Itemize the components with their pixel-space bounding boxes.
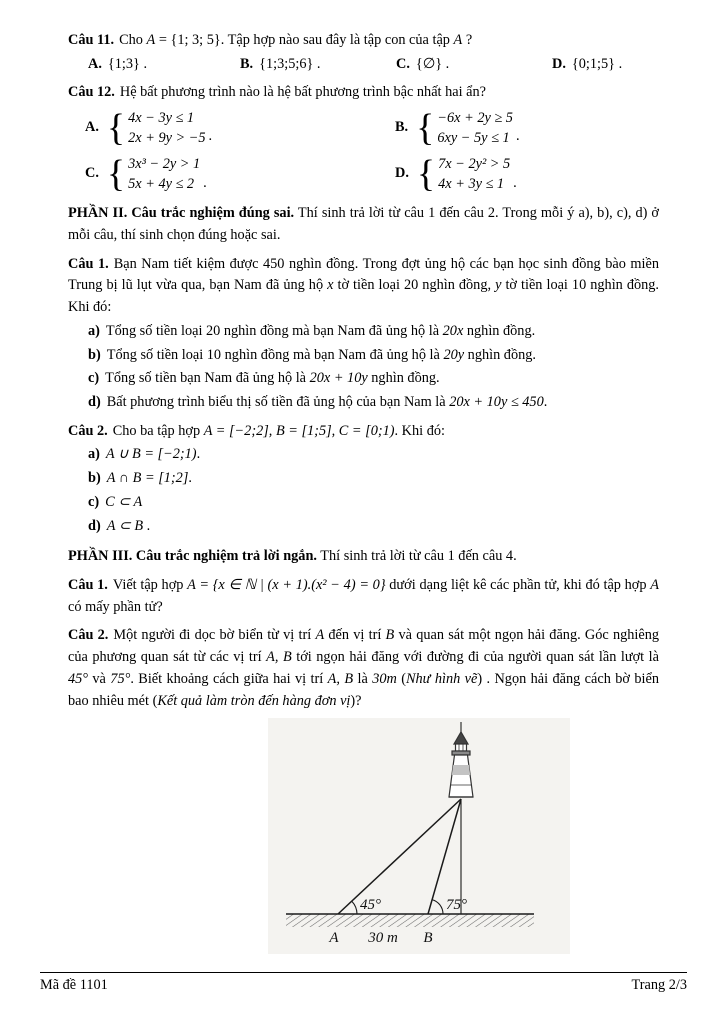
text-segment: 75° bbox=[110, 670, 131, 687]
figure-container bbox=[268, 718, 570, 954]
text-segment: 45° bbox=[68, 670, 89, 687]
text-segment: )? bbox=[350, 692, 362, 709]
part3-question-1-label: Câu 1. bbox=[68, 577, 108, 593]
q12-option-b bbox=[395, 108, 659, 148]
triangle-lines bbox=[338, 799, 461, 914]
q12-option-d-period: . bbox=[513, 174, 517, 191]
statement-d-text bbox=[107, 518, 151, 534]
q11-option-d-text: {0;1;5} . bbox=[571, 55, 623, 72]
q12-option-a-period: . bbox=[208, 128, 213, 145]
text-segment: Tổng số tiền loại 10 nghìn đồng mà bạn Nam đã ủng hộ là bbox=[106, 346, 444, 363]
q12-option-c bbox=[85, 154, 395, 194]
q11-option-a bbox=[88, 54, 240, 76]
question-11-label: Câu 11. bbox=[68, 32, 115, 48]
part3-question-1-text bbox=[68, 577, 659, 615]
angle-arc-a bbox=[352, 902, 357, 915]
question-11-text bbox=[119, 32, 472, 48]
text-segment: A bbox=[146, 32, 156, 48]
distance-label: 30 m bbox=[368, 930, 398, 947]
text-segment: Cho ba tập hợp bbox=[112, 422, 204, 439]
text-segment: 20x + 10y ≤ 450 bbox=[449, 393, 544, 410]
inequality-line: 5x + 4y ≤ 2 bbox=[128, 176, 195, 193]
inequality-line: 6xy − 5y ≤ 1 bbox=[437, 130, 510, 147]
text-segment: Như hình vẽ bbox=[405, 670, 478, 687]
text-segment: C ⊂ A bbox=[105, 493, 143, 510]
question-12 bbox=[68, 82, 659, 104]
text-segment: Bất phương trình biểu thị số tiền đã ủng hộ của bạn Nam là bbox=[106, 393, 450, 410]
sight-line-from-a bbox=[338, 799, 461, 914]
q12-option-c-period: . bbox=[203, 174, 207, 191]
q11-option-c-label: C. bbox=[396, 55, 410, 72]
statement-c-text bbox=[105, 370, 439, 386]
statement-a-text bbox=[106, 446, 200, 462]
q12-option-a bbox=[85, 108, 395, 148]
q12-option-c-system bbox=[128, 154, 200, 194]
text-segment: Viết tập hợp bbox=[112, 577, 188, 593]
exam-code: Mã đề 1101 bbox=[40, 977, 108, 993]
part3-header-instructions: Thí sinh trả lời từ câu 1 đến câu 4. bbox=[316, 548, 517, 565]
part2-question-1 bbox=[68, 254, 659, 319]
text-segment: . bbox=[543, 393, 548, 410]
brace-glyph: { bbox=[106, 107, 126, 150]
q11-option-a-label: A. bbox=[88, 55, 102, 72]
part2-question-1-label: Câu 1. bbox=[68, 255, 109, 272]
text-segment: nghìn đồng. bbox=[463, 322, 536, 339]
part3-question-1 bbox=[68, 575, 659, 618]
statement-c-text bbox=[105, 494, 142, 510]
statement-a bbox=[68, 321, 659, 343]
text-segment: Tổng số tiền loại 20 nghìn đồng mà bạn Nam đã ủng hộ là bbox=[105, 322, 443, 339]
statement-c bbox=[68, 492, 659, 514]
statement-a-label: a) bbox=[88, 446, 100, 463]
text-segment: A = {x ∈ ℕ | (x + 1).(x² − 4) = 0} bbox=[187, 577, 386, 593]
statement-b-label: b) bbox=[88, 346, 101, 363]
inequality-line: 4x − 3y ≤ 1 bbox=[128, 110, 195, 127]
question-12-options bbox=[68, 108, 659, 194]
statement-c-label: c) bbox=[88, 493, 100, 510]
part3-question-2-label: Câu 2. bbox=[68, 627, 109, 644]
q11-option-c-text: {∅} . bbox=[415, 55, 450, 72]
question-11 bbox=[68, 30, 659, 52]
part2-header-title: PHẦN II. Câu trắc nghiệm đúng sai. bbox=[68, 205, 295, 222]
part3-header-title: PHẦN III. Câu trắc nghiệm trả lời ngắn. bbox=[68, 548, 317, 565]
point-b-label: B bbox=[423, 930, 433, 947]
text-segment: tờ tiền loại 20 nghìn đồng, bbox=[333, 277, 496, 294]
q12-option-c-label: C. bbox=[85, 165, 99, 182]
statement-c-label: c) bbox=[88, 370, 100, 387]
text-segment: A ⊂ B bbox=[106, 517, 144, 534]
statement-d-label: d) bbox=[88, 393, 101, 410]
inequality-line: 3x³ − 2y > 1 bbox=[128, 156, 201, 173]
q12-option-b-period: . bbox=[515, 128, 520, 145]
point-a-label: A bbox=[329, 930, 339, 947]
text-segment: nghìn đồng. bbox=[464, 346, 536, 363]
q12-option-a-system bbox=[128, 108, 205, 148]
lighthouse-icon bbox=[449, 722, 473, 797]
inequality-line: −6x + 2y ≥ 5 bbox=[437, 110, 513, 127]
statement-d-text bbox=[107, 394, 548, 410]
statement-b-text bbox=[107, 347, 536, 363]
text-segment: Tổng số tiền bạn Nam đã ủng hộ là bbox=[105, 370, 310, 387]
angle-b-value: 75° bbox=[446, 897, 467, 914]
text-segment: và quan sát một ngọn hải đăng. Góc nghiêng của phương quan sát từ các vị trí bbox=[68, 627, 659, 666]
statement-d bbox=[68, 516, 659, 538]
part2-question-1-text bbox=[68, 256, 659, 315]
text-segment: đến vị trí bbox=[324, 627, 386, 644]
text-segment: và bbox=[88, 670, 111, 687]
statement-d-label: d) bbox=[88, 517, 101, 534]
page-number: Trang 2/3 bbox=[631, 977, 687, 993]
angle-arc-b bbox=[432, 900, 443, 914]
q11-option-c bbox=[396, 54, 552, 76]
question-12-text bbox=[120, 84, 486, 100]
q12-option-b-label: B. bbox=[395, 119, 409, 136]
statement-b-text bbox=[107, 470, 192, 486]
statement-b bbox=[68, 345, 659, 367]
part2-question-1-items bbox=[68, 321, 659, 414]
text-segment: 20x bbox=[442, 322, 464, 339]
part2-question-2-label: Câu 2. bbox=[68, 422, 108, 439]
text-segment: A, B bbox=[266, 649, 292, 666]
text-segment: nghìn đồng. bbox=[367, 370, 440, 387]
text-segment: tới ngọn hải đăng với đường đi của người quan sát lần lượt là bbox=[291, 649, 659, 666]
text-segment: tờ tiền loại 10 nghìn đồng. Khi đó: bbox=[68, 277, 659, 316]
text-segment: 20y bbox=[443, 346, 465, 363]
inequality-line: 4x + 3y ≤ 1 bbox=[438, 176, 505, 193]
text-segment: ? bbox=[462, 32, 473, 48]
text-segment: A = [−2;2], B = [1;5], C = [0;1) bbox=[203, 422, 395, 439]
brace-glyph: { bbox=[416, 153, 436, 196]
text-segment: . bbox=[188, 470, 192, 487]
text-segment: A, B bbox=[327, 670, 354, 687]
q11-option-d bbox=[552, 54, 659, 76]
text-segment: . bbox=[196, 446, 201, 463]
text-segment: . bbox=[143, 517, 151, 534]
statement-d bbox=[68, 392, 659, 414]
q11-option-d-label: D. bbox=[552, 55, 566, 72]
text-segment: . Biết khoảng cách giữa hai vị trí bbox=[130, 670, 328, 687]
text-segment: A bbox=[650, 577, 659, 593]
text-segment: y bbox=[495, 277, 502, 294]
q12-option-d-system bbox=[438, 154, 510, 194]
question-11-options bbox=[68, 54, 659, 76]
statement-b-label: b) bbox=[88, 470, 101, 487]
lighthouse-figure bbox=[268, 718, 570, 946]
text-segment: 30m bbox=[372, 670, 397, 687]
text-segment: x bbox=[327, 277, 334, 294]
q11-option-b bbox=[240, 54, 396, 76]
part2-question-2 bbox=[68, 421, 659, 443]
statement-a-label: a) bbox=[88, 322, 100, 339]
statement-a bbox=[68, 444, 659, 466]
q11-option-b-text: {1;3;5;6} . bbox=[259, 55, 321, 72]
text-segment: A ∪ B = [−2;1) bbox=[105, 446, 197, 463]
inequality-line: 7x − 2y² > 5 bbox=[438, 156, 511, 173]
statement-b bbox=[68, 468, 659, 490]
q11-option-a-text: {1;3} . bbox=[107, 55, 148, 72]
text-segment: Cho bbox=[119, 32, 147, 48]
part2-header-instructions: Thí sinh trả lời từ câu 1 đến câu 2. Trong mỗi ý a), b), c), d) ở mỗi câu, thí sinh chọn đúng hoặc sai. bbox=[68, 205, 659, 243]
part3-question-2-text bbox=[68, 627, 659, 708]
q11-option-b-label: B. bbox=[240, 55, 254, 72]
ground-hatching bbox=[286, 914, 534, 927]
q12-option-d-label: D. bbox=[395, 165, 409, 182]
text-segment: 20x + 10y bbox=[309, 370, 368, 387]
text-segment: Bạn Nam tiết kiệm được 450 nghìn đồng. Trong đợt ủng hộ các bạn học sinh đồng bào miền Trung bị lũ lụt vừa qua, bạn Nam đã ủng hộ bbox=[68, 255, 659, 294]
part2-question-2-items bbox=[68, 444, 659, 537]
text-segment: là bbox=[353, 670, 373, 687]
part3-question-2 bbox=[68, 625, 659, 712]
page-footer bbox=[40, 972, 687, 997]
brace-glyph: { bbox=[416, 107, 435, 150]
q12-option-b-system bbox=[437, 108, 513, 148]
part2-header bbox=[68, 203, 659, 246]
text-segment: A ∩ B = [1;2] bbox=[106, 470, 189, 487]
text-segment: B bbox=[385, 627, 395, 644]
text-segment: = {1; 3; 5}. Tập hợp nào sau đây là tập con của tập bbox=[155, 32, 454, 48]
text-segment: . Khi đó: bbox=[394, 422, 445, 439]
part2-question-2-text bbox=[113, 423, 445, 439]
text-segment: A bbox=[315, 627, 325, 644]
text-segment: Một người đi dọc bờ biển từ vị trí bbox=[113, 627, 316, 644]
text-segment: Kết quả làm tròn đến hàng đơn vị bbox=[157, 692, 351, 709]
text-segment: dưới dạng liệt kê các phần tử, khi đó tập hợp bbox=[385, 577, 651, 593]
text-segment: A bbox=[453, 32, 463, 48]
text-segment: Hệ bất phương trình nào là hệ bất phương trình bậc nhất hai ẩn? bbox=[119, 84, 486, 101]
statement-c bbox=[68, 368, 659, 390]
brace-glyph: { bbox=[106, 153, 126, 196]
text-segment: ( bbox=[396, 670, 406, 687]
q12-option-d bbox=[395, 154, 659, 194]
statement-a-text bbox=[106, 323, 535, 339]
text-segment: ) . Ngọn hải đăng cách bờ biển bao nhiêu mét ( bbox=[68, 670, 659, 709]
angle-a-value: 45° bbox=[360, 897, 381, 914]
q12-option-a-label: A. bbox=[85, 119, 99, 136]
text-segment: có mấy phần tử? bbox=[68, 598, 163, 615]
part3-header bbox=[68, 546, 659, 568]
question-12-label: Câu 12. bbox=[68, 84, 115, 101]
inequality-line: 2x + 9y > −5 bbox=[128, 130, 206, 147]
